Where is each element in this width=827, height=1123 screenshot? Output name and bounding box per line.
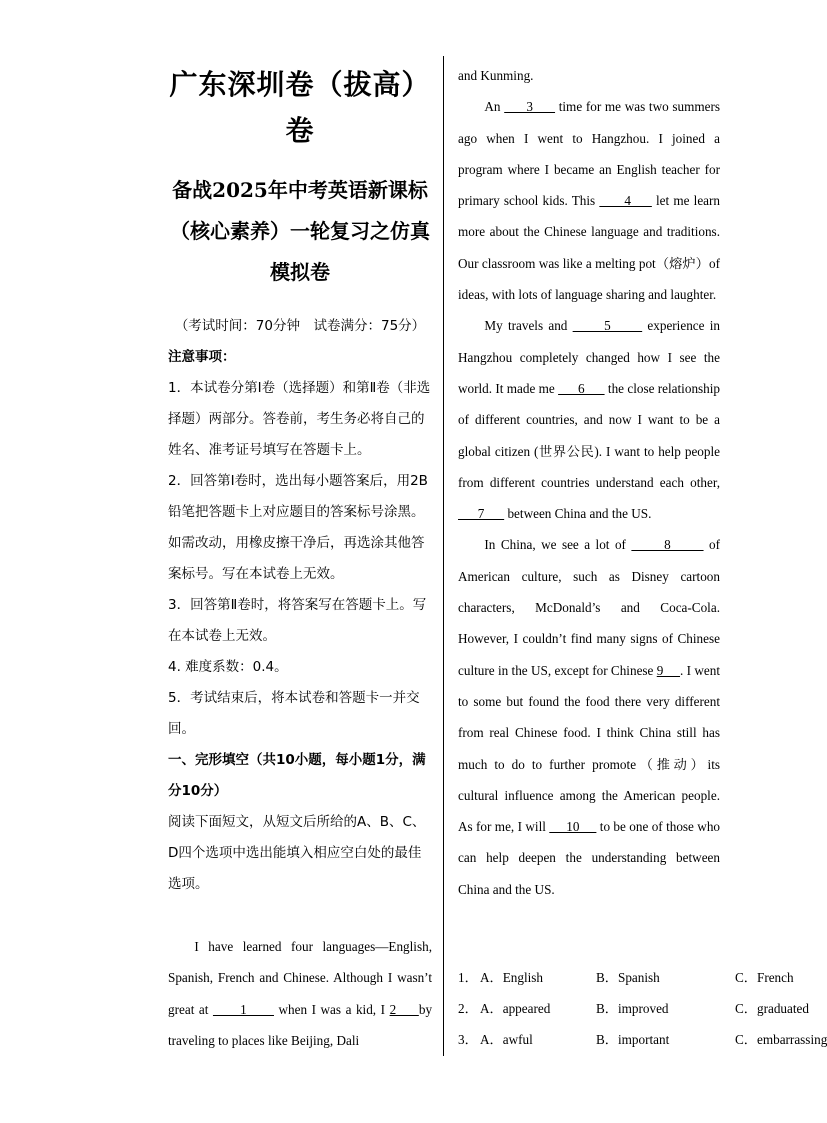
option-c: C．graduated — [735, 1001, 809, 1016]
blank-7: 7 — [458, 506, 505, 522]
question-options-row — [458, 1024, 827, 1055]
blank-6: 6 — [558, 380, 605, 396]
blank-10: 10 — [549, 819, 597, 835]
passage-text: when I was a kid, I — [273, 1001, 390, 1017]
note-item: 5．考试结束后，将本试卷和答题卡一并交回。 — [168, 690, 420, 737]
passage-text: by traveling to places like Beijing, Dali — [168, 1001, 433, 1048]
passage-text: of American culture, such as Disney cartoon characters, McDonald’s and Coca-Cola. However, I couldn’t find many signs of Chinese culture in the US, except for Chinese — [458, 537, 720, 678]
left-column — [168, 56, 432, 1056]
answer-options — [458, 962, 827, 1055]
section-instructions: 阅读下面短文，从短文后所给的A、B、C、D四个选项中选出能填入相应空白处的最佳选项。 — [168, 814, 426, 892]
option-c: C．French — [735, 970, 794, 985]
option-a: A．awful — [480, 1032, 533, 1047]
note-item: 4. 难度系数：0.4。 — [168, 659, 288, 675]
right-column — [458, 60, 720, 905]
column-divider — [443, 56, 444, 1056]
passage-text: time for me was two summers ago when I went to Hangzhou. I joined a program where I became an English teacher for primary school kids. This — [458, 99, 721, 209]
notes-heading: 注意事项： — [168, 349, 236, 365]
note-item: 2．回答第Ⅰ卷时，选出每小题答案后，用2B铅笔把答题卡上对应题目的答案标号涂黑。如需改动，用橡皮擦干净后，再选涂其他答案标号。写在本试卷上无效。 — [168, 473, 428, 582]
question-number: 1． — [458, 970, 478, 985]
blank-5: 5 — [572, 318, 643, 334]
blank-3: 3 — [504, 99, 556, 115]
exam-info: （考试时间：70分钟 试卷满分：75分） — [174, 318, 426, 334]
passage-text: An — [484, 99, 505, 115]
blank-1: 1 — [212, 1001, 274, 1017]
passage-text: I have learned four languages—English, Spanish, French and Chinese. Although I wasn’t great at — [168, 939, 432, 1017]
option-c: C．embarrassing — [735, 1032, 827, 1047]
passage-text: My travels and — [484, 318, 573, 334]
blank-8: 8 — [631, 537, 704, 553]
option-b: B．Spanish — [596, 970, 660, 985]
note-item: 1．本试卷分第Ⅰ卷（选择题）和第Ⅱ卷（非选择题）两部分。答卷前，考生务必将自己的姓名、准考证号填写在答题卡上。 — [168, 380, 431, 458]
option-a: A．appeared — [480, 1001, 551, 1016]
passage-text: the close relationship of different countries, and now I want to be a global citizen (世界公民). I want to help people from different countries understand each other, — [458, 380, 721, 490]
passage-text: . I went to some but found the food there very different from real Chinese food. I think China still has much to do to further promote（推动）its cultural influence among the American people. As for me, I will — [458, 662, 721, 835]
section-heading: 一、完形填空（共10小题，每小题1分，满分10分） — [168, 752, 426, 799]
question-options-row — [458, 962, 798, 993]
question-number: 3． — [458, 1032, 478, 1047]
passage-text: experience in Hangzhou completely changed how I see the world. It made me — [458, 318, 721, 396]
option-b: B．improved — [596, 1001, 669, 1016]
option-b: B．important — [596, 1032, 670, 1047]
blank-2: 2 — [389, 1001, 419, 1017]
blank-9: 9 — [656, 662, 681, 678]
passage-paragraph-4 — [458, 529, 720, 905]
passage-paragraph-2 — [458, 91, 720, 310]
page-title: 广东深圳卷（拔高）卷 — [169, 68, 431, 147]
question-options-row — [458, 993, 809, 1024]
question-number: 2． — [458, 1001, 478, 1016]
passage-paragraph-1 — [168, 931, 432, 1056]
option-a: A．English — [480, 970, 544, 985]
page-subtitle: 备战2025年中考英语新课标（核心素养）一轮复习之仿真模拟卷 — [170, 178, 430, 284]
passage-paragraph-1-end: and Kunming. — [458, 68, 534, 83]
note-item: 3．回答第Ⅱ卷时，将答案写在答题卡上。写在本试卷上无效。 — [168, 597, 427, 644]
passage-text: to be one of those who can help deepen the understanding between China and the US. — [458, 819, 721, 897]
passage-text: let me learn more about the Chinese language and traditions. Our classroom was like a melting pot（熔炉）of ideas, with lots of language sharing and laughter. — [458, 193, 721, 303]
passage-text: In China, we see a lot of — [484, 537, 632, 553]
blank-4: 4 — [599, 193, 652, 209]
passage-text: between China and the US. — [504, 506, 652, 522]
passage-paragraph-3 — [458, 310, 720, 529]
